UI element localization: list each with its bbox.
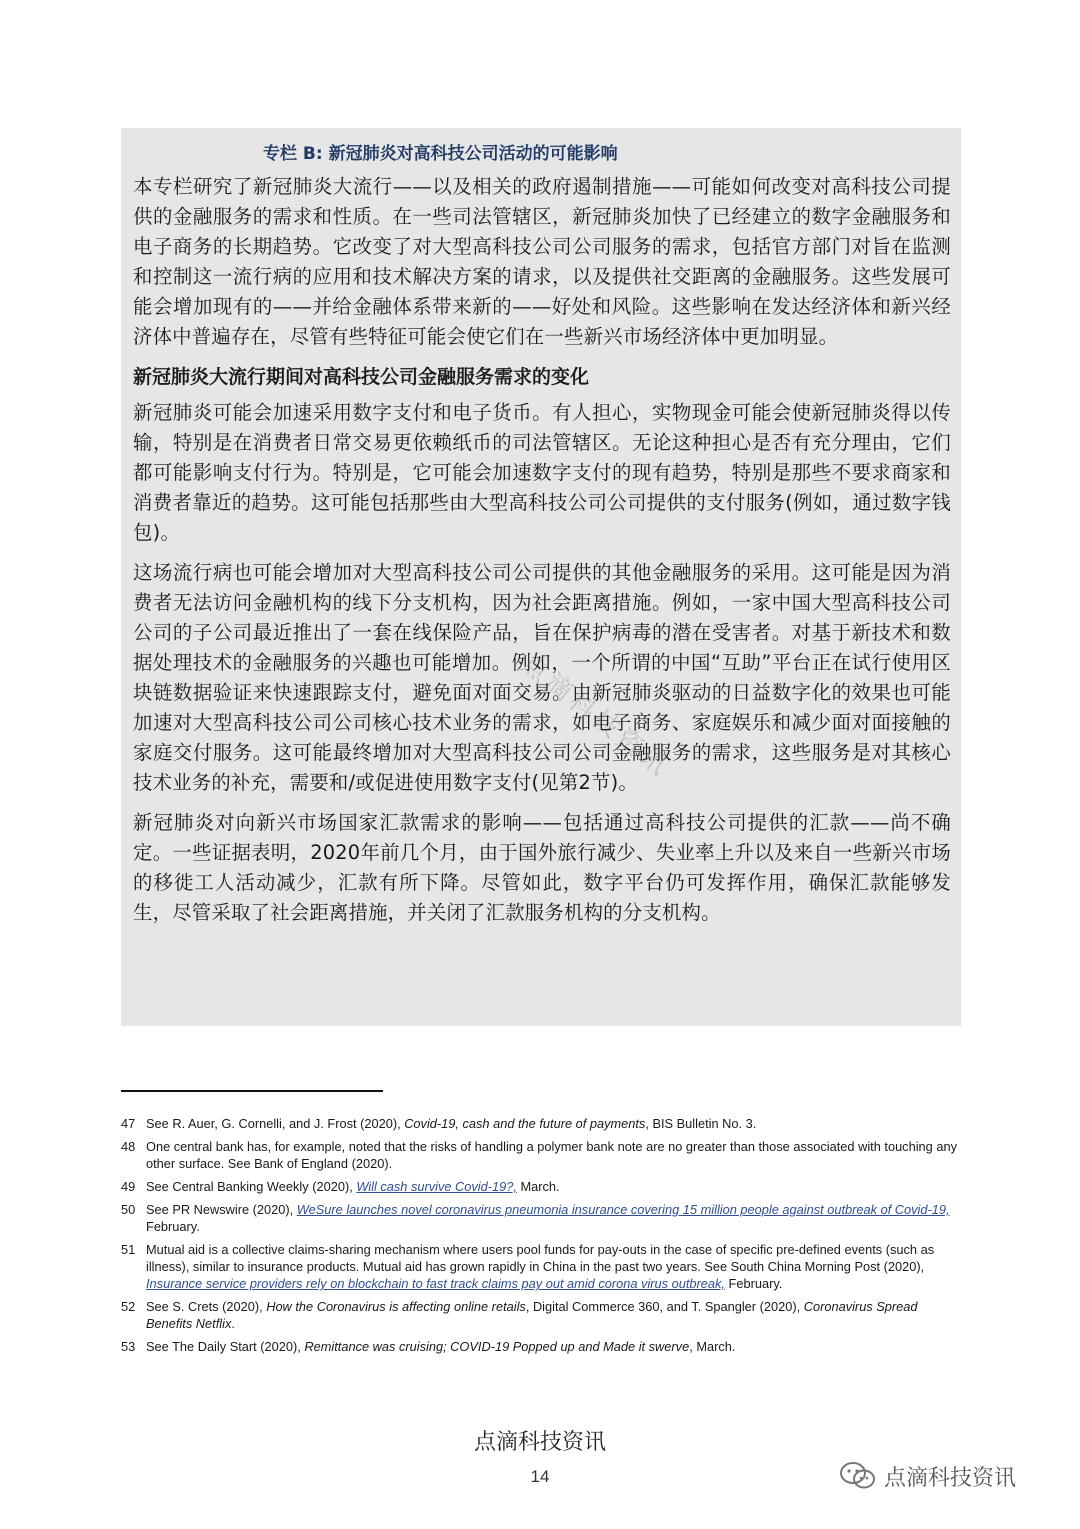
footnote-text (146, 1178, 963, 1195)
footnote-text-part: , BIS Bulletin No. 3. (645, 1116, 757, 1131)
footnote-text-part: See Central Banking Weekly (2020), (146, 1179, 357, 1194)
footnote-50 (121, 1201, 963, 1235)
footnote-52 (121, 1298, 963, 1332)
page-number: 14 (530, 1467, 550, 1486)
footnote-text-part: March. (516, 1179, 560, 1194)
footnote-text (146, 1201, 963, 1235)
footnote-text-part: , March. (689, 1339, 736, 1354)
footnotes (121, 1115, 963, 1361)
footnote-divider (121, 1090, 383, 1092)
footnote-49 (121, 1178, 963, 1195)
footnote-text (146, 1115, 963, 1132)
footnote-title: Remittance was cruising; COVID-19 Popped up and Made it swerve (304, 1339, 690, 1354)
brand-name: 点滴科技资讯 (884, 1465, 1017, 1491)
footnote-text-part: February. (724, 1276, 783, 1291)
footnote-text (146, 1241, 963, 1292)
footnote-number: 47 (121, 1116, 136, 1131)
footnote-text-part: , Digital Commerce 360, and T. Spangler (2020), (525, 1299, 804, 1314)
footnote-number: 49 (121, 1179, 136, 1194)
footnote-title: Coronavirus Spread Benefits Netflix (146, 1299, 918, 1331)
footnote-number: 48 (121, 1139, 136, 1154)
footnote-title: Covid-19, cash and the future of payments (404, 1116, 646, 1131)
footnote-text: One central bank has, for example, noted that the risks of handling a polymer bank note are no greater than those associated with touching any other surface. See Bank of England (2020). (146, 1139, 957, 1171)
footnote-number: 52 (121, 1299, 136, 1314)
box-panel (121, 128, 961, 1026)
footnote-text-part: See PR Newswire (2020), (146, 1202, 297, 1217)
box-subheading: 新冠肺炎大流行期间对高科技公司金融服务需求的变化 (133, 366, 590, 388)
box-paragraph-1: 新冠肺炎可能会加速采用数字支付和电子货币。有人担心，实物现金可能会使新冠肺炎得以传输，特别是在消费者日常交易更依赖纸币的司法管辖区。无论这种担心是否有充分理由，它们都可能影响支付行为。特别是，它可能会加速数字支付的现有趋势，特别是那些不要求商家和消费者靠近的趋势。这可能包括那些由大型高科技公司公司提供的支付服务(例如，通过数字钱包)。 (133, 401, 951, 544)
footnote-link[interactable]: WeSure launches novel coronavirus pneumonia insurance covering 15 million people against outbreak of Covid-19, (296, 1202, 950, 1217)
footnote-number: 53 (121, 1339, 136, 1354)
box-paragraph-2: 这场流行病也可能会增加对大型高科技公司公司提供的其他金融服务的采用。这可能是因为消费者无法访问金融机构的线下分支机构，因为社会距离措施。例如，一家中国大型高科技公司公司的子公司最近推出了一套在线保险产品，旨在保护病毒的潜在受害者。对基于新技术和数据处理技术的金融服务的兴趣也可能增加。例如，一个所谓的中国“互助”平台正在试行使用区块链数据验证来快速跟踪支付，避免面对面交易。由新冠肺炎驱动的日益数字化的效果也可能加速对大型高科技公司公司核心技术业务的需求，如电子商务、家庭娱乐和减少面对面接触的家庭交付服务。这可能最终增加对大型高科技公司公司金融服务的需求，这些服务是对其核心技术业务的补充，需要和/或促进使用数字支付(见第2节)。 (133, 561, 951, 794)
footnote-53 (121, 1338, 963, 1355)
watermark: 点滴科技资讯 (515, 649, 676, 784)
footnote-47 (121, 1115, 963, 1132)
footnote-text-part: . (231, 1316, 235, 1331)
footnote-title: How the Coronavirus is affecting online retails (266, 1299, 526, 1314)
footnote-link[interactable]: Insurance service providers rely on blockchain to fast track claims pay out amid corona virus outbreak, (146, 1276, 725, 1291)
footnote-text (146, 1298, 963, 1332)
box-paragraph-3: 新冠肺炎对向新兴市场国家汇款需求的影响——包括通过高科技公司提供的汇款——尚不确定。一些证据表明，2020年前几个月，由于国外旅行减少、失业率上升以及来自一些新兴市场的移徙工人活动减少，汇款有所下降。尽管如此，数字平台仍可发挥作用，确保汇款能够发生，尽管采取了社会距离措施，并关闭了汇款服务机构的分支机构。 (133, 811, 951, 924)
footer-title: 点滴科技资讯 (473, 1430, 606, 1455)
footnote-text-part: Mutual aid is a collective claims-sharing mechanism where users pool funds for pay-outs in the case of specific pre-defined events (such as illness), similar to insurance products. Mutual aid has grown rapidly in China in the past two years. See South China Morning Post (2020), (146, 1242, 935, 1274)
footnote-number: 51 (121, 1242, 136, 1257)
footnote-51 (121, 1241, 963, 1292)
box-intro-paragraph: 本专栏研究了新冠肺炎大流行——以及相关的政府遏制措施——可能如何改变对高科技公司提供的金融服务的需求和性质。在一些司法管辖区，新冠肺炎加快了已经建立的数字金融服务和电子商务的长期趋势。它改变了对大型高科技公司公司服务的需求，包括官方部门对旨在监测和控制这一流行病的应用和技术解决方案的请求，以及提供社交距离的金融服务。这些发展可能会增加现有的——并给金融体系带来新的——好处和风险。这些影响在发达经济体和新兴经济体中普遍存在，尽管有些特征可能会使它们在一些新兴市场经济体中更加明显。 (133, 175, 951, 348)
footnote-text-part: February. (146, 1219, 200, 1234)
wechat-icon (838, 1460, 878, 1492)
brand-badge (838, 1458, 1016, 1494)
footnote-48 (121, 1138, 963, 1172)
footnote-text-part: See R. Auer, G. Cornelli, and J. Frost (2020), (146, 1116, 405, 1131)
box-title: 专栏 B: 新冠肺炎对高科技公司活动的可能影响 (263, 144, 618, 164)
footnote-text-part: See The Daily Start (2020), (146, 1339, 305, 1354)
footnote-text (146, 1338, 963, 1355)
footnote-text-part: See S. Crets (2020), (146, 1299, 267, 1314)
footnote-link[interactable]: Will cash survive Covid-19?, (356, 1179, 517, 1194)
footnote-number: 50 (121, 1202, 136, 1217)
